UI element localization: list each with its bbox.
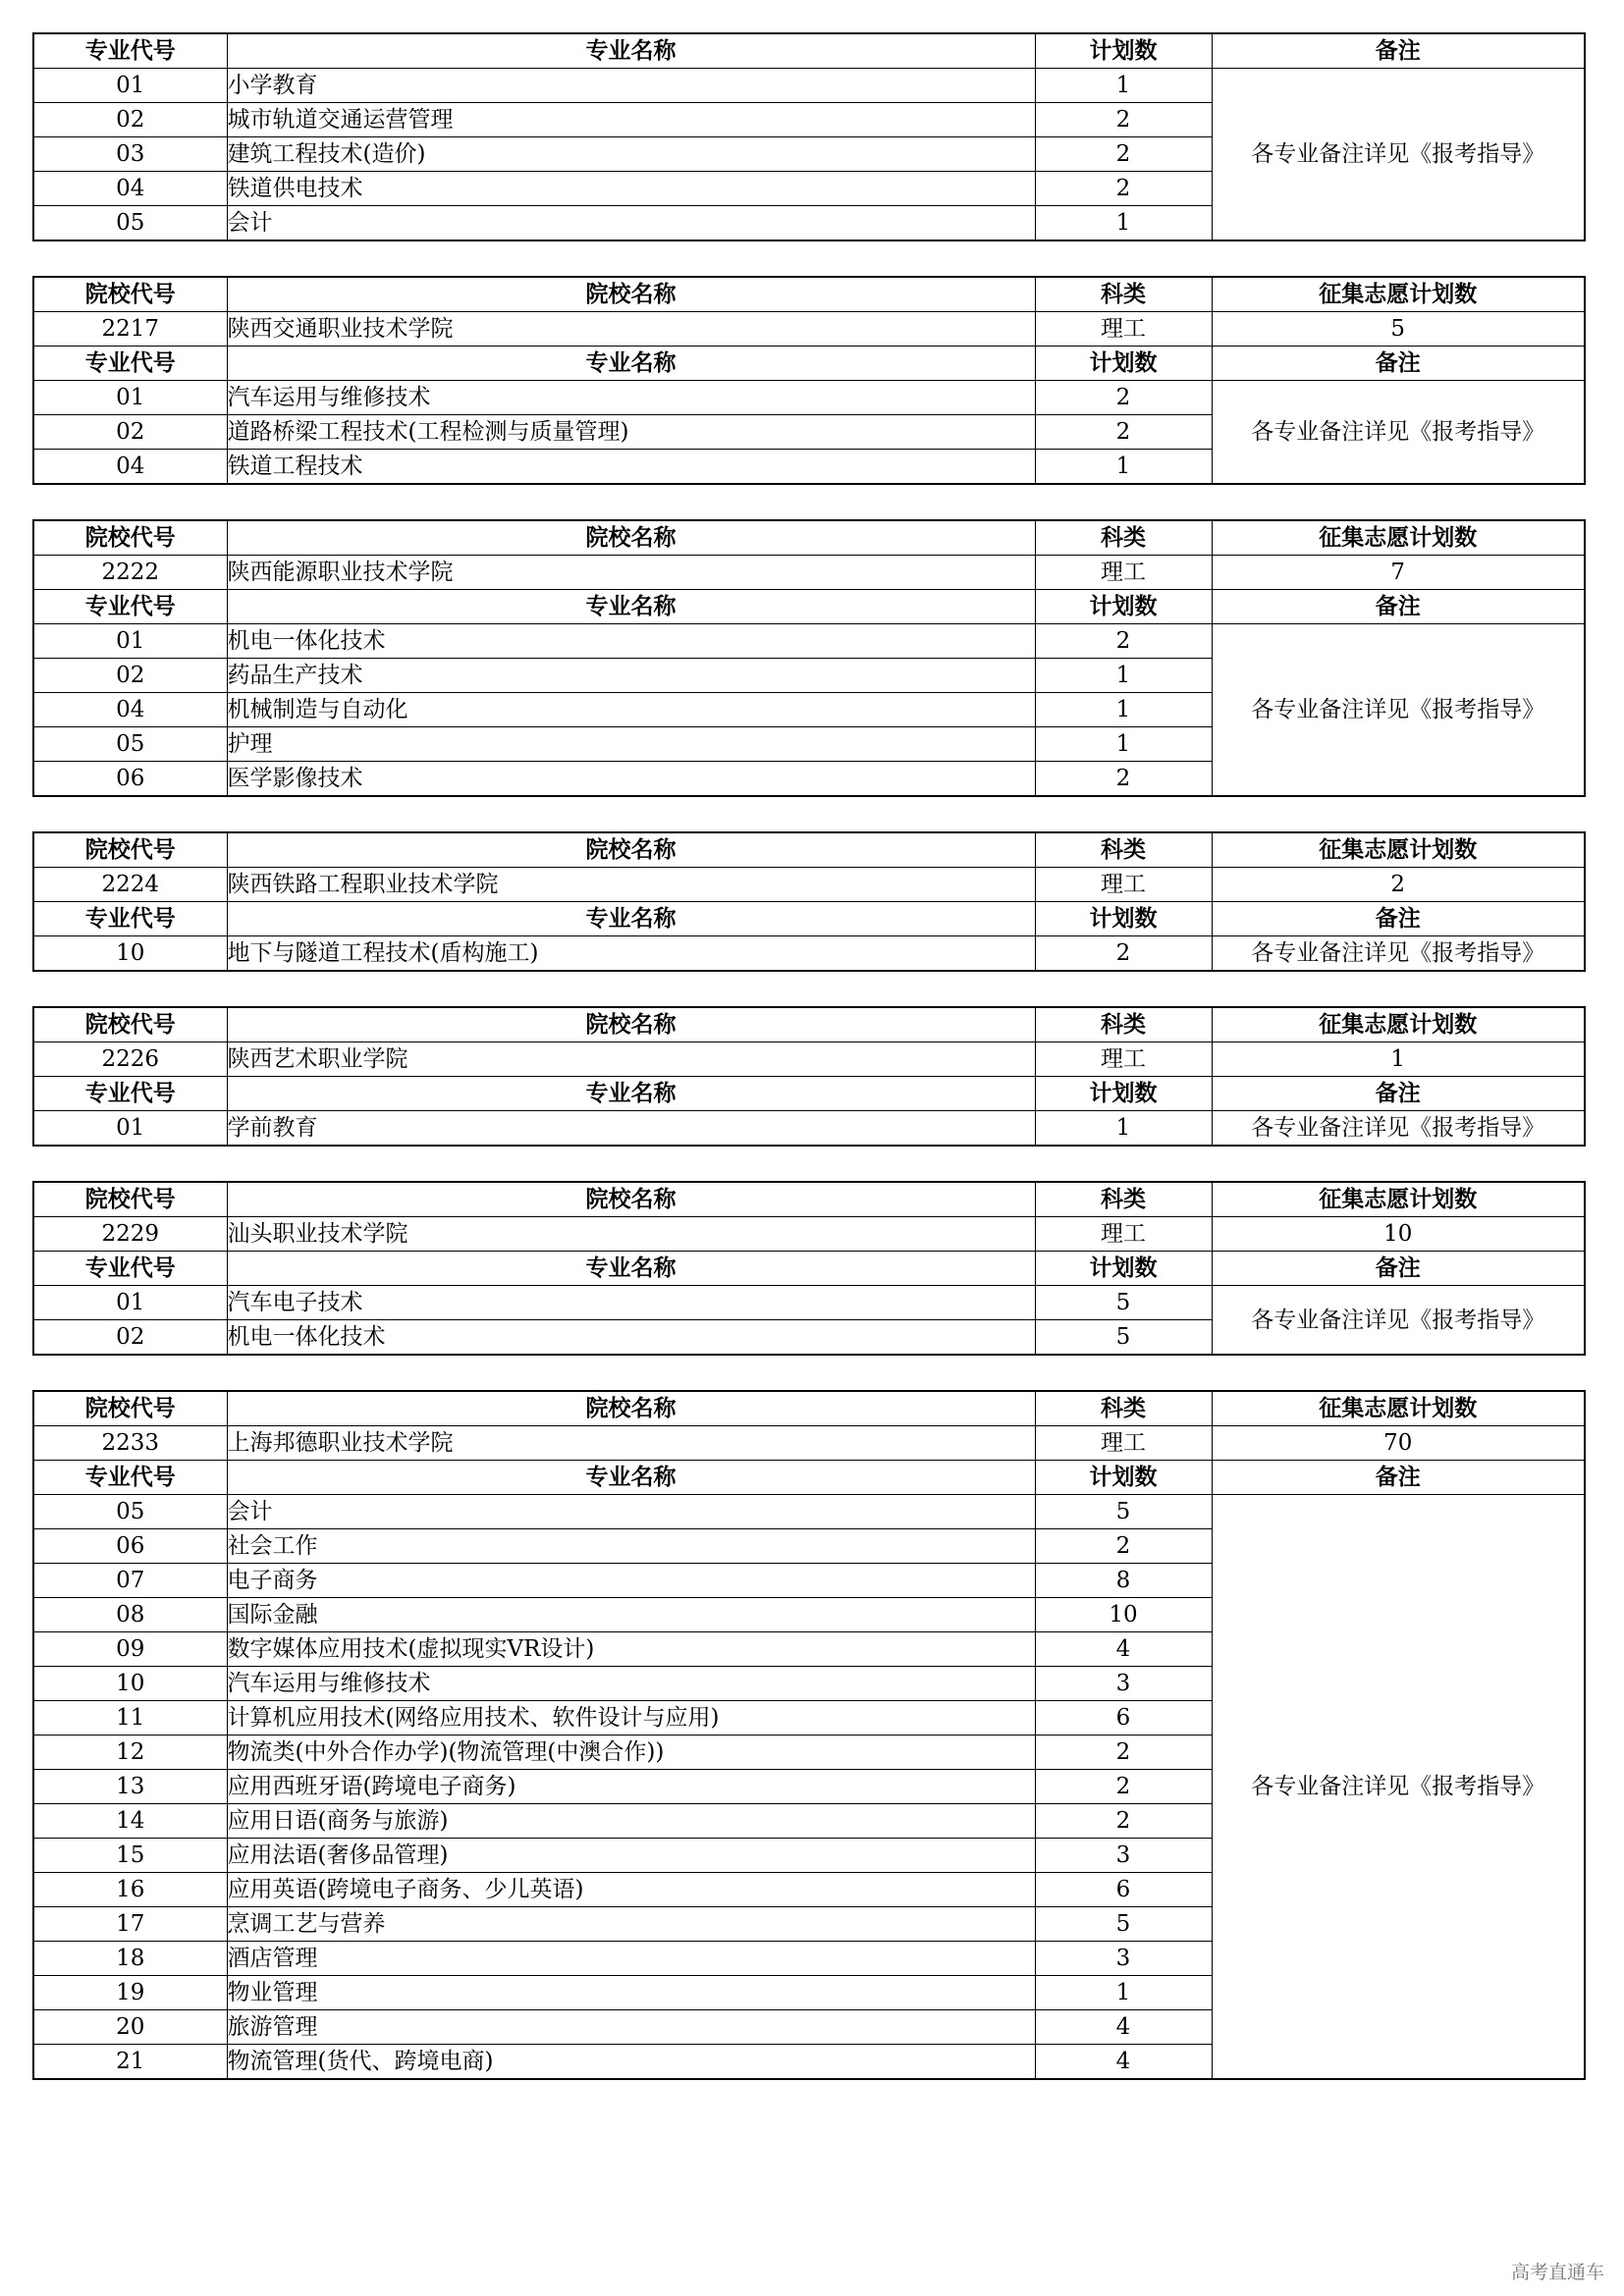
major-code: 17 (33, 1907, 227, 1942)
school-info-row (33, 1217, 1585, 1252)
major-plan-count: 10 (1035, 1598, 1212, 1632)
school-code: 2217 (33, 312, 227, 347)
major-code: 16 (33, 1873, 227, 1907)
major-row (33, 69, 1585, 103)
major-name: 建筑工程技术(造价) (227, 137, 1035, 172)
major-code: 21 (33, 2045, 227, 2080)
remark-cell: 各专业备注详见《报考指导》 (1212, 1111, 1585, 1147)
major-header-row (33, 347, 1585, 381)
school-name-header: 院校名称 (227, 832, 1035, 868)
major-code: 07 (33, 1564, 227, 1598)
solicit-plan-header: 征集志愿计划数 (1212, 832, 1585, 868)
major-name: 数字媒体应用技术(虚拟现实VR设计) (227, 1632, 1035, 1667)
major-plan-count: 5 (1035, 1907, 1212, 1942)
major-plan-count: 2 (1035, 1529, 1212, 1564)
major-name: 应用英语(跨境电子商务、少儿英语) (227, 1873, 1035, 1907)
major-header-row (33, 33, 1585, 69)
remark-header: 备注 (1212, 1077, 1585, 1111)
major-code: 01 (33, 69, 227, 103)
major-name: 酒店管理 (227, 1942, 1035, 1976)
major-plan-count: 1 (1035, 1111, 1212, 1147)
remark-header: 备注 (1212, 590, 1585, 624)
school-code: 2222 (33, 556, 227, 590)
major-code: 12 (33, 1735, 227, 1770)
school-header-row (33, 832, 1585, 868)
solicit-plan-header: 征集志愿计划数 (1212, 520, 1585, 556)
major-name: 汽车运用与维修技术 (227, 381, 1035, 415)
school-block-table (32, 32, 1586, 241)
school-name: 陕西铁路工程职业技术学院 (227, 868, 1035, 902)
major-plan-count: 3 (1035, 1839, 1212, 1873)
school-plan-count: 70 (1212, 1426, 1585, 1461)
major-code-header: 专业代号 (33, 590, 227, 624)
major-name: 物流类(中外合作办学)(物流管理(中澳合作)) (227, 1735, 1035, 1770)
plan-count-header: 计划数 (1035, 33, 1212, 69)
school-info-row (33, 556, 1585, 590)
school-code-header: 院校代号 (33, 1007, 227, 1042)
major-name: 应用法语(奢侈品管理) (227, 1839, 1035, 1873)
remark-header: 备注 (1212, 1461, 1585, 1495)
major-name-header: 专业名称 (227, 1461, 1035, 1495)
school-block-table (32, 519, 1586, 797)
major-name-header: 专业名称 (227, 590, 1035, 624)
major-code-header: 专业代号 (33, 1077, 227, 1111)
major-plan-count: 2 (1035, 103, 1212, 137)
school-header-row (33, 277, 1585, 312)
major-code: 02 (33, 415, 227, 450)
major-name: 物流管理(货代、跨境电商) (227, 2045, 1035, 2080)
school-info-row (33, 868, 1585, 902)
category-header: 科类 (1035, 277, 1212, 312)
school-name-header: 院校名称 (227, 1391, 1035, 1426)
major-row (33, 1111, 1585, 1147)
school-plan-count: 5 (1212, 312, 1585, 347)
plan-count-header: 计划数 (1035, 347, 1212, 381)
major-row (33, 624, 1585, 659)
major-plan-count: 2 (1035, 415, 1212, 450)
major-code: 19 (33, 1976, 227, 2010)
school-info-row (33, 1042, 1585, 1077)
major-name: 地下与隧道工程技术(盾构施工) (227, 936, 1035, 972)
major-code: 01 (33, 381, 227, 415)
school-code: 2233 (33, 1426, 227, 1461)
school-name-header: 院校名称 (227, 277, 1035, 312)
major-code: 02 (33, 103, 227, 137)
school-header-row (33, 1182, 1585, 1217)
major-name: 铁道供电技术 (227, 172, 1035, 206)
major-plan-count: 2 (1035, 381, 1212, 415)
school-name-header: 院校名称 (227, 520, 1035, 556)
school-code: 2224 (33, 868, 227, 902)
major-code-header: 专业代号 (33, 1252, 227, 1286)
major-plan-count: 4 (1035, 2045, 1212, 2080)
major-name: 应用日语(商务与旅游) (227, 1804, 1035, 1839)
major-name: 机电一体化技术 (227, 1320, 1035, 1356)
major-code: 11 (33, 1701, 227, 1735)
major-plan-count: 1 (1035, 206, 1212, 241)
school-name-header: 院校名称 (227, 1182, 1035, 1217)
school-category: 理工 (1035, 1042, 1212, 1077)
school-name: 汕头职业技术学院 (227, 1217, 1035, 1252)
major-plan-count: 8 (1035, 1564, 1212, 1598)
school-code-header: 院校代号 (33, 1391, 227, 1426)
major-name: 汽车电子技术 (227, 1286, 1035, 1320)
major-header-row (33, 902, 1585, 936)
major-row (33, 936, 1585, 972)
major-plan-count: 2 (1035, 137, 1212, 172)
major-code: 08 (33, 1598, 227, 1632)
major-code-header: 专业代号 (33, 33, 227, 69)
major-code: 01 (33, 624, 227, 659)
school-plan-count: 7 (1212, 556, 1585, 590)
major-plan-count: 1 (1035, 1976, 1212, 2010)
major-row (33, 381, 1585, 415)
major-code: 01 (33, 1111, 227, 1147)
remark-cell: 各专业备注详见《报考指导》 (1212, 1495, 1585, 2080)
solicit-plan-header: 征集志愿计划数 (1212, 1007, 1585, 1042)
school-category: 理工 (1035, 1426, 1212, 1461)
plan-count-header: 计划数 (1035, 1077, 1212, 1111)
school-block-table (32, 1181, 1586, 1356)
major-plan-count: 2 (1035, 1770, 1212, 1804)
major-code: 18 (33, 1942, 227, 1976)
major-name: 小学教育 (227, 69, 1035, 103)
major-code: 05 (33, 1495, 227, 1529)
remark-cell: 各专业备注详见《报考指导》 (1212, 624, 1585, 797)
major-code: 04 (33, 450, 227, 485)
major-code: 10 (33, 1667, 227, 1701)
major-name: 城市轨道交通运营管理 (227, 103, 1035, 137)
major-name: 会计 (227, 206, 1035, 241)
school-header-row (33, 1007, 1585, 1042)
remark-cell: 各专业备注详见《报考指导》 (1212, 1286, 1585, 1356)
solicit-plan-header: 征集志愿计划数 (1212, 1182, 1585, 1217)
major-code: 06 (33, 1529, 227, 1564)
major-name: 汽车运用与维修技术 (227, 1667, 1035, 1701)
school-info-row (33, 1426, 1585, 1461)
major-name: 旅游管理 (227, 2010, 1035, 2045)
major-name: 国际金融 (227, 1598, 1035, 1632)
major-code-header: 专业代号 (33, 902, 227, 936)
major-code: 05 (33, 727, 227, 762)
major-plan-count: 1 (1035, 693, 1212, 727)
major-name: 医学影像技术 (227, 762, 1035, 797)
major-plan-count: 1 (1035, 69, 1212, 103)
remark-cell: 各专业备注详见《报考指导》 (1212, 936, 1585, 972)
major-code-header: 专业代号 (33, 347, 227, 381)
school-name: 陕西交通职业技术学院 (227, 312, 1035, 347)
plan-count-header: 计划数 (1035, 902, 1212, 936)
major-code: 14 (33, 1804, 227, 1839)
major-code: 04 (33, 693, 227, 727)
admission-plan-document (32, 32, 1584, 2114)
major-plan-count: 5 (1035, 1286, 1212, 1320)
major-header-row (33, 590, 1585, 624)
major-name: 机械制造与自动化 (227, 693, 1035, 727)
school-code: 2226 (33, 1042, 227, 1077)
major-code: 13 (33, 1770, 227, 1804)
major-name-header: 专业名称 (227, 902, 1035, 936)
remark-header: 备注 (1212, 33, 1585, 69)
major-code: 06 (33, 762, 227, 797)
major-code: 04 (33, 172, 227, 206)
school-category: 理工 (1035, 868, 1212, 902)
major-name-header: 专业名称 (227, 33, 1035, 69)
remark-cell: 各专业备注详见《报考指导》 (1212, 381, 1585, 485)
school-name-header: 院校名称 (227, 1007, 1035, 1042)
major-name: 会计 (227, 1495, 1035, 1529)
major-plan-count: 1 (1035, 450, 1212, 485)
school-name: 上海邦德职业技术学院 (227, 1426, 1035, 1461)
major-plan-count: 6 (1035, 1701, 1212, 1735)
school-code: 2229 (33, 1217, 227, 1252)
category-header: 科类 (1035, 520, 1212, 556)
major-plan-count: 2 (1035, 762, 1212, 797)
major-plan-count: 4 (1035, 1632, 1212, 1667)
school-code-header: 院校代号 (33, 832, 227, 868)
major-name: 护理 (227, 727, 1035, 762)
major-code: 20 (33, 2010, 227, 2045)
school-code-header: 院校代号 (33, 520, 227, 556)
major-plan-count: 5 (1035, 1495, 1212, 1529)
major-row (33, 1495, 1585, 1529)
watermark-text: 高考直通车 (1510, 2262, 1604, 2283)
school-info-row (33, 312, 1585, 347)
school-block-table (32, 831, 1586, 972)
category-header: 科类 (1035, 1007, 1212, 1042)
remark-header: 备注 (1212, 347, 1585, 381)
major-plan-count: 3 (1035, 1667, 1212, 1701)
major-header-row (33, 1077, 1585, 1111)
category-header: 科类 (1035, 1391, 1212, 1426)
school-name: 陕西艺术职业学院 (227, 1042, 1035, 1077)
school-plan-count: 1 (1212, 1042, 1585, 1077)
school-category: 理工 (1035, 312, 1212, 347)
major-plan-count: 3 (1035, 1942, 1212, 1976)
major-name: 药品生产技术 (227, 659, 1035, 693)
major-plan-count: 2 (1035, 1804, 1212, 1839)
school-block-table (32, 276, 1586, 485)
major-name: 铁道工程技术 (227, 450, 1035, 485)
plan-count-header: 计划数 (1035, 590, 1212, 624)
major-code: 01 (33, 1286, 227, 1320)
school-code-header: 院校代号 (33, 1182, 227, 1217)
major-name: 烹调工艺与营养 (227, 1907, 1035, 1942)
category-header: 科类 (1035, 832, 1212, 868)
major-code: 02 (33, 659, 227, 693)
major-code: 02 (33, 1320, 227, 1356)
major-plan-count: 4 (1035, 2010, 1212, 2045)
major-name: 计算机应用技术(网络应用技术、软件设计与应用) (227, 1701, 1035, 1735)
school-header-row (33, 1391, 1585, 1426)
major-code: 03 (33, 137, 227, 172)
school-block-table (32, 1006, 1586, 1147)
solicit-plan-header: 征集志愿计划数 (1212, 1391, 1585, 1426)
major-code: 05 (33, 206, 227, 241)
major-code-header: 专业代号 (33, 1461, 227, 1495)
major-name: 学前教育 (227, 1111, 1035, 1147)
major-code: 10 (33, 936, 227, 972)
major-header-row (33, 1461, 1585, 1495)
major-code: 09 (33, 1632, 227, 1667)
major-name-header: 专业名称 (227, 1077, 1035, 1111)
plan-count-header: 计划数 (1035, 1252, 1212, 1286)
school-category: 理工 (1035, 556, 1212, 590)
school-category: 理工 (1035, 1217, 1212, 1252)
major-plan-count: 1 (1035, 727, 1212, 762)
major-plan-count: 2 (1035, 172, 1212, 206)
major-plan-count: 5 (1035, 1320, 1212, 1356)
major-name: 社会工作 (227, 1529, 1035, 1564)
category-header: 科类 (1035, 1182, 1212, 1217)
major-name: 应用西班牙语(跨境电子商务) (227, 1770, 1035, 1804)
remark-cell: 各专业备注详见《报考指导》 (1212, 69, 1585, 241)
remark-header: 备注 (1212, 902, 1585, 936)
major-name-header: 专业名称 (227, 347, 1035, 381)
major-name: 道路桥梁工程技术(工程检测与质量管理) (227, 415, 1035, 450)
major-plan-count: 1 (1035, 659, 1212, 693)
major-row (33, 1286, 1585, 1320)
major-name: 机电一体化技术 (227, 624, 1035, 659)
school-code-header: 院校代号 (33, 277, 227, 312)
remark-header: 备注 (1212, 1252, 1585, 1286)
solicit-plan-header: 征集志愿计划数 (1212, 277, 1585, 312)
major-code: 15 (33, 1839, 227, 1873)
major-plan-count: 6 (1035, 1873, 1212, 1907)
major-name: 物业管理 (227, 1976, 1035, 2010)
plan-count-header: 计划数 (1035, 1461, 1212, 1495)
major-plan-count: 2 (1035, 1735, 1212, 1770)
school-header-row (33, 520, 1585, 556)
school-name: 陕西能源职业技术学院 (227, 556, 1035, 590)
major-header-row (33, 1252, 1585, 1286)
major-name-header: 专业名称 (227, 1252, 1035, 1286)
school-plan-count: 2 (1212, 868, 1585, 902)
school-block-table (32, 1390, 1586, 2080)
major-name: 电子商务 (227, 1564, 1035, 1598)
major-plan-count: 2 (1035, 936, 1212, 972)
major-plan-count: 2 (1035, 624, 1212, 659)
school-plan-count: 10 (1212, 1217, 1585, 1252)
